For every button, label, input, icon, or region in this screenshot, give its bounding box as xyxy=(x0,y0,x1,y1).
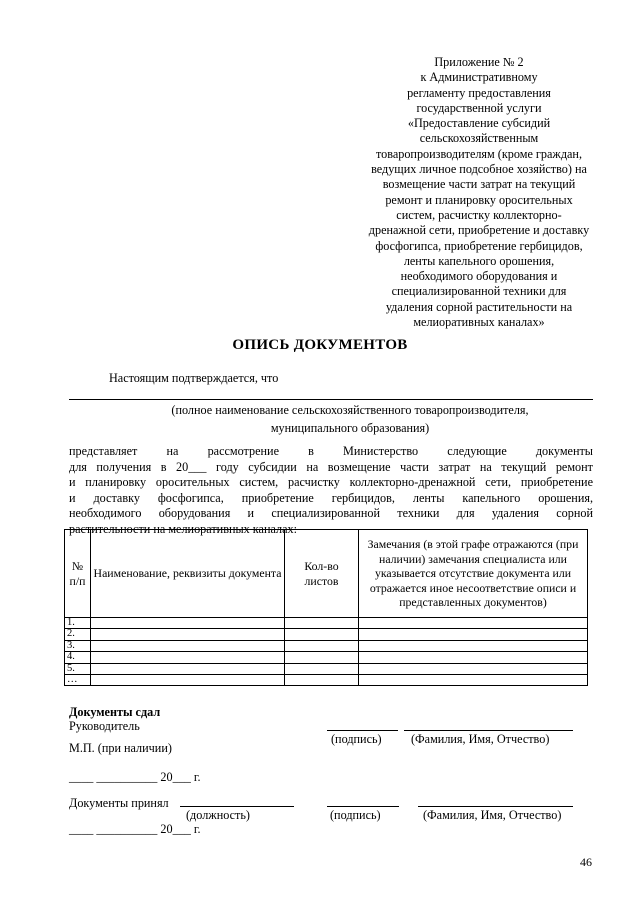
confirm-text: Настоящим подтверждается, что xyxy=(109,371,279,385)
appendix-line: возмещение части затрат на текущий xyxy=(382,177,576,192)
statement-paragraph xyxy=(69,444,593,538)
cell-count[interactable] xyxy=(285,674,359,685)
table-row xyxy=(65,618,588,629)
head-signature-caption: (подпись) xyxy=(331,732,382,746)
appendix-line: систем, расчистку коллекторно- xyxy=(396,207,562,222)
cell-name[interactable] xyxy=(91,629,285,640)
row-number: 3. xyxy=(65,640,91,651)
appendix-line: фосфогипса, приобретение гербицидов, xyxy=(375,238,583,253)
received-position-caption: (должность) xyxy=(186,808,250,822)
appendix-line: регламенту предоставления xyxy=(407,85,551,100)
cell-remarks[interactable] xyxy=(359,652,588,663)
received-fio-caption: (Фамилия, Имя, Отчество) xyxy=(423,808,562,822)
appendix-line: ремонт и планировку оросительных xyxy=(385,192,573,207)
received-date: ____ __________ 20___ г. xyxy=(69,822,201,836)
received-position-line[interactable] xyxy=(180,806,294,807)
stamp-label: М.П. (при наличии) xyxy=(69,741,172,755)
caption-line: (полное наименование сельскохозяйственного товаропроизводителя, xyxy=(171,403,529,417)
cell-remarks[interactable] xyxy=(359,640,588,651)
head-fio-line[interactable] xyxy=(404,730,573,731)
row-number: 1. xyxy=(65,618,91,629)
row-number: 4. xyxy=(65,652,91,663)
appendix-line: дренажной сети, приобретение и доставку xyxy=(368,223,590,238)
cell-name[interactable] xyxy=(91,674,285,685)
appendix-line: «Предоставление субсидий xyxy=(407,116,551,131)
cell-remarks[interactable] xyxy=(359,674,588,685)
appendix-line: к Административному xyxy=(420,70,538,85)
appendix-block xyxy=(350,55,608,330)
head-signature-line[interactable] xyxy=(327,730,398,731)
paragraph-line: растительности на мелиоративных каналах: xyxy=(69,521,297,536)
cell-name[interactable] xyxy=(91,663,285,674)
row-number: 5. xyxy=(65,663,91,674)
documents-table xyxy=(64,529,588,686)
appendix-line: ленты капельного орошения, xyxy=(403,253,555,268)
cell-count[interactable] xyxy=(285,629,359,640)
submitted-heading: Документы сдал xyxy=(69,705,161,719)
applicant-name-line xyxy=(69,399,593,400)
appendix-line: специализированной техники для xyxy=(391,284,567,299)
cell-count[interactable] xyxy=(285,663,359,674)
cell-remarks[interactable] xyxy=(359,629,588,640)
page-number: 46 xyxy=(580,855,592,869)
header-num: № п/п xyxy=(65,530,91,618)
table-row xyxy=(65,640,588,651)
paragraph-line: и доставку фосфогипса, приобретение гербицидов, ленты капельного орошения, xyxy=(69,490,593,505)
head-label: Руководитель xyxy=(69,719,140,733)
header-remarks: Замечания (в этой графе отражаются (при наличии) замечания специалиста или указывается отсутствие документа или отражается иное несоответствие описи и представленных документов) xyxy=(359,530,588,618)
appendix-line: мелиоративных каналах» xyxy=(413,315,545,330)
received-label: Документы принял xyxy=(69,796,169,810)
paragraph-line: необходимого оборудования и специализированной техники для удаления сорной xyxy=(69,506,593,521)
cell-name[interactable] xyxy=(91,618,285,629)
cell-count[interactable] xyxy=(285,618,359,629)
appendix-line: Приложение № 2 xyxy=(434,55,524,69)
received-fio-line[interactable] xyxy=(418,806,573,807)
cell-count[interactable] xyxy=(285,652,359,663)
header-count: Кол-во листов xyxy=(285,530,359,618)
header-name: Наименование, реквизиты документа xyxy=(91,530,285,618)
appendix-line: необходимого оборудования и xyxy=(400,269,558,284)
table-row xyxy=(65,674,588,685)
applicant-caption xyxy=(150,401,550,437)
head-fio-caption: (Фамилия, Имя, Отчество) xyxy=(411,732,550,746)
table-row xyxy=(65,652,588,663)
cell-count[interactable] xyxy=(285,640,359,651)
appendix-line: удаления сорной растительности на xyxy=(385,299,573,314)
cell-remarks[interactable] xyxy=(359,618,588,629)
caption-line: муниципального образования) xyxy=(270,421,430,435)
row-number: 2. xyxy=(65,629,91,640)
page-title: ОПИСЬ ДОКУМЕНТОВ xyxy=(232,337,408,353)
paragraph-line: представляет на рассмотрение в Министерство следующие документы xyxy=(69,444,593,458)
cell-name[interactable] xyxy=(91,652,285,663)
table-row xyxy=(65,663,588,674)
appendix-line: государственной услуги xyxy=(416,100,542,115)
appendix-line: товаропроизводителям (кроме граждан, xyxy=(375,146,583,161)
received-signature-line[interactable] xyxy=(327,806,399,807)
appendix-line: сельскохозяйственным xyxy=(419,131,539,146)
cell-remarks[interactable] xyxy=(359,663,588,674)
received-signature-caption: (подпись) xyxy=(330,808,381,822)
paragraph-line: для получения в 20___ году субсидии на возмещение части затрат на текущий ремонт xyxy=(69,459,593,474)
cell-name[interactable] xyxy=(91,640,285,651)
paragraph-line: и планировку оросительных систем, расчистку коллекторно-дренажной сети, приобретение xyxy=(69,475,593,490)
table-row xyxy=(65,629,588,640)
row-number: … xyxy=(65,674,91,685)
submitted-date: ____ __________ 20___ г. xyxy=(69,770,201,784)
appendix-line: ведущих личное подсобное хозяйство) на xyxy=(371,162,587,177)
